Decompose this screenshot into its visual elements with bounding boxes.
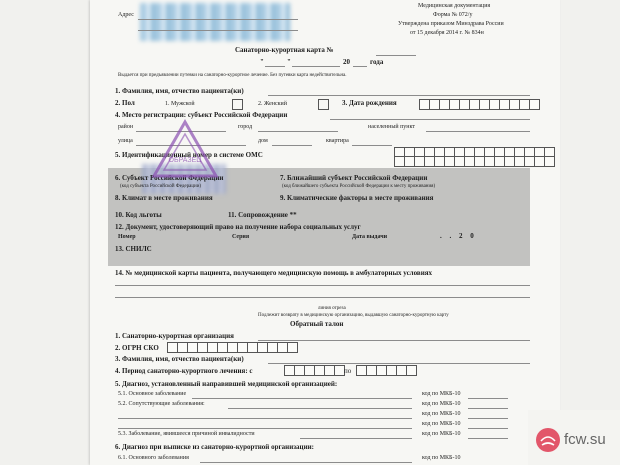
field-5-label: 5. Идентификационный номер в системе ОМС — [115, 151, 263, 159]
talon-2-label: 2. ОГРН СКО — [115, 344, 159, 352]
rayon-label: район — [118, 124, 134, 130]
field-9-label: 9. Климатические факторы в месте проживания — [280, 194, 434, 202]
header-line-3: Утверждена приказом Минздрава России — [398, 21, 504, 27]
return-note: Подлежит возврату в медицинскую организацию, выдавшую санаторно-курортную карту — [258, 313, 449, 318]
field-2-label: 2. Пол — [115, 99, 135, 107]
talon-5-1-label: 5.1. Основное заболевание — [118, 391, 187, 397]
date-year: 20 — [343, 58, 350, 66]
talon-6-1-label: 6.1. Основного заболевания — [118, 455, 189, 461]
talon-5-label: 5. Диагноз, установленный направившей медицинской организацией: — [115, 380, 338, 388]
doc-date-label: Дата выдачи — [352, 234, 388, 240]
talon-title: Обратный талон — [290, 320, 344, 328]
stamp-icon — [150, 118, 220, 182]
birthdate-cells[interactable] — [420, 99, 540, 110]
field-1-label: 1. Фамилия, имя, отчество пациента(ки) — [115, 87, 244, 95]
field-12-label: 12. Документ, удостоверяющий право на получение набора социальных услуг — [115, 223, 361, 231]
period-to-label: по — [344, 367, 352, 375]
header-line-4: от 15 декабря 2014 г. № 834н — [410, 30, 484, 36]
header-line-2: Форма № 072/у — [433, 12, 473, 18]
stamp-text: ОБРАЗЕЦ — [168, 157, 202, 164]
period-to-cells[interactable] — [357, 365, 417, 376]
date-year-word: года — [370, 58, 384, 66]
period-from-cells[interactable] — [285, 365, 345, 376]
field-8-label: 8. Климат в месте проживания — [115, 194, 213, 202]
field-7-label: 7. Ближайший субъект Российской Федерации — [280, 174, 428, 182]
gender-female-label: 2. Женский — [258, 101, 287, 107]
talon-4-label: 4. Период санаторно-курортного лечения: с — [115, 367, 253, 375]
field-13-label: 13. СНИЛС — [115, 245, 152, 253]
doc-date-value: . . 2 0 — [440, 232, 477, 240]
address-label: Адрес — [118, 12, 134, 18]
oms-cells-bottom[interactable] — [395, 156, 555, 167]
logo-text: fcw.su — [564, 431, 606, 448]
street-label: улица — [118, 138, 133, 144]
mkb-label-2: код по МКБ-10 — [422, 401, 461, 407]
intro-text: Выдается при предъявлении путевки на санаторно-курортное лечение. Без путевки карта недействительна. — [118, 73, 347, 78]
gender-female-checkbox[interactable] — [318, 99, 329, 110]
cut-line-label: линия отреза — [318, 306, 346, 311]
mkb-label-6: код по МКБ-10 — [422, 455, 461, 461]
talon-1-label: 1. Санаторно-курортная организация — [115, 332, 234, 340]
field-14-label: 14. № медицинской карты пациента, получающего медицинскую помощь в амбулаторных условиях — [115, 269, 433, 277]
ogrn-cells[interactable] — [168, 342, 298, 353]
field-7-sub: (код ближайшего субъекта Российской Федерации к месту проживания) — [282, 184, 436, 189]
mkb-label-4: код по МКБ-10 — [422, 421, 461, 427]
doc-number-label: Номер — [118, 234, 136, 240]
talon-6-label: 6. Диагноз при выписке из санаторно-курортной организации: — [115, 443, 314, 451]
field-6-sub: (код субъекта Российской Федерации) — [120, 184, 202, 189]
redacted-address — [140, 3, 290, 41]
date-quote-open: " — [260, 58, 264, 66]
house-label: дом — [258, 138, 268, 144]
gender-male-checkbox[interactable] — [232, 99, 243, 110]
field-11-label: 11. Сопровождение ** — [228, 211, 297, 219]
mkb-label-3: код по МКБ-10 — [422, 411, 461, 417]
header-line-1: Медицинская документация — [418, 3, 491, 9]
gorod-label: город — [238, 124, 253, 130]
field-4-label: 4. Место регистрации: субъект Российской Федерации — [115, 111, 288, 119]
mkb-label-5: код по МКБ-10 — [422, 431, 461, 437]
form-title: Санаторно-курортная карта № — [235, 46, 334, 54]
date-quote-close: " — [287, 58, 291, 66]
field-6-label: 6. Субъект Российской Федерации — [115, 174, 224, 182]
talon-3-label: 3. Фамилия, имя, отчество пациента(ки) — [115, 355, 244, 363]
fcw-logo-icon — [528, 410, 620, 465]
talon-5-2-label: 5.2. Сопутствующие заболевания: — [118, 401, 205, 407]
apartment-label: квартира — [326, 138, 349, 144]
gender-male-label: 1. Мужской — [165, 101, 195, 107]
talon-5-3-label: 5.3. Заболевание, явившееся причиной инвалидности — [118, 431, 255, 437]
field-10-label: 10. Код льготы — [115, 211, 162, 219]
settlement-label: населенный пункт — [368, 124, 415, 130]
doc-series-label: Серия — [232, 234, 250, 240]
field-3-label: 3. Дата рождения — [342, 99, 397, 107]
mkb-label-1: код по МКБ-10 — [422, 391, 461, 397]
